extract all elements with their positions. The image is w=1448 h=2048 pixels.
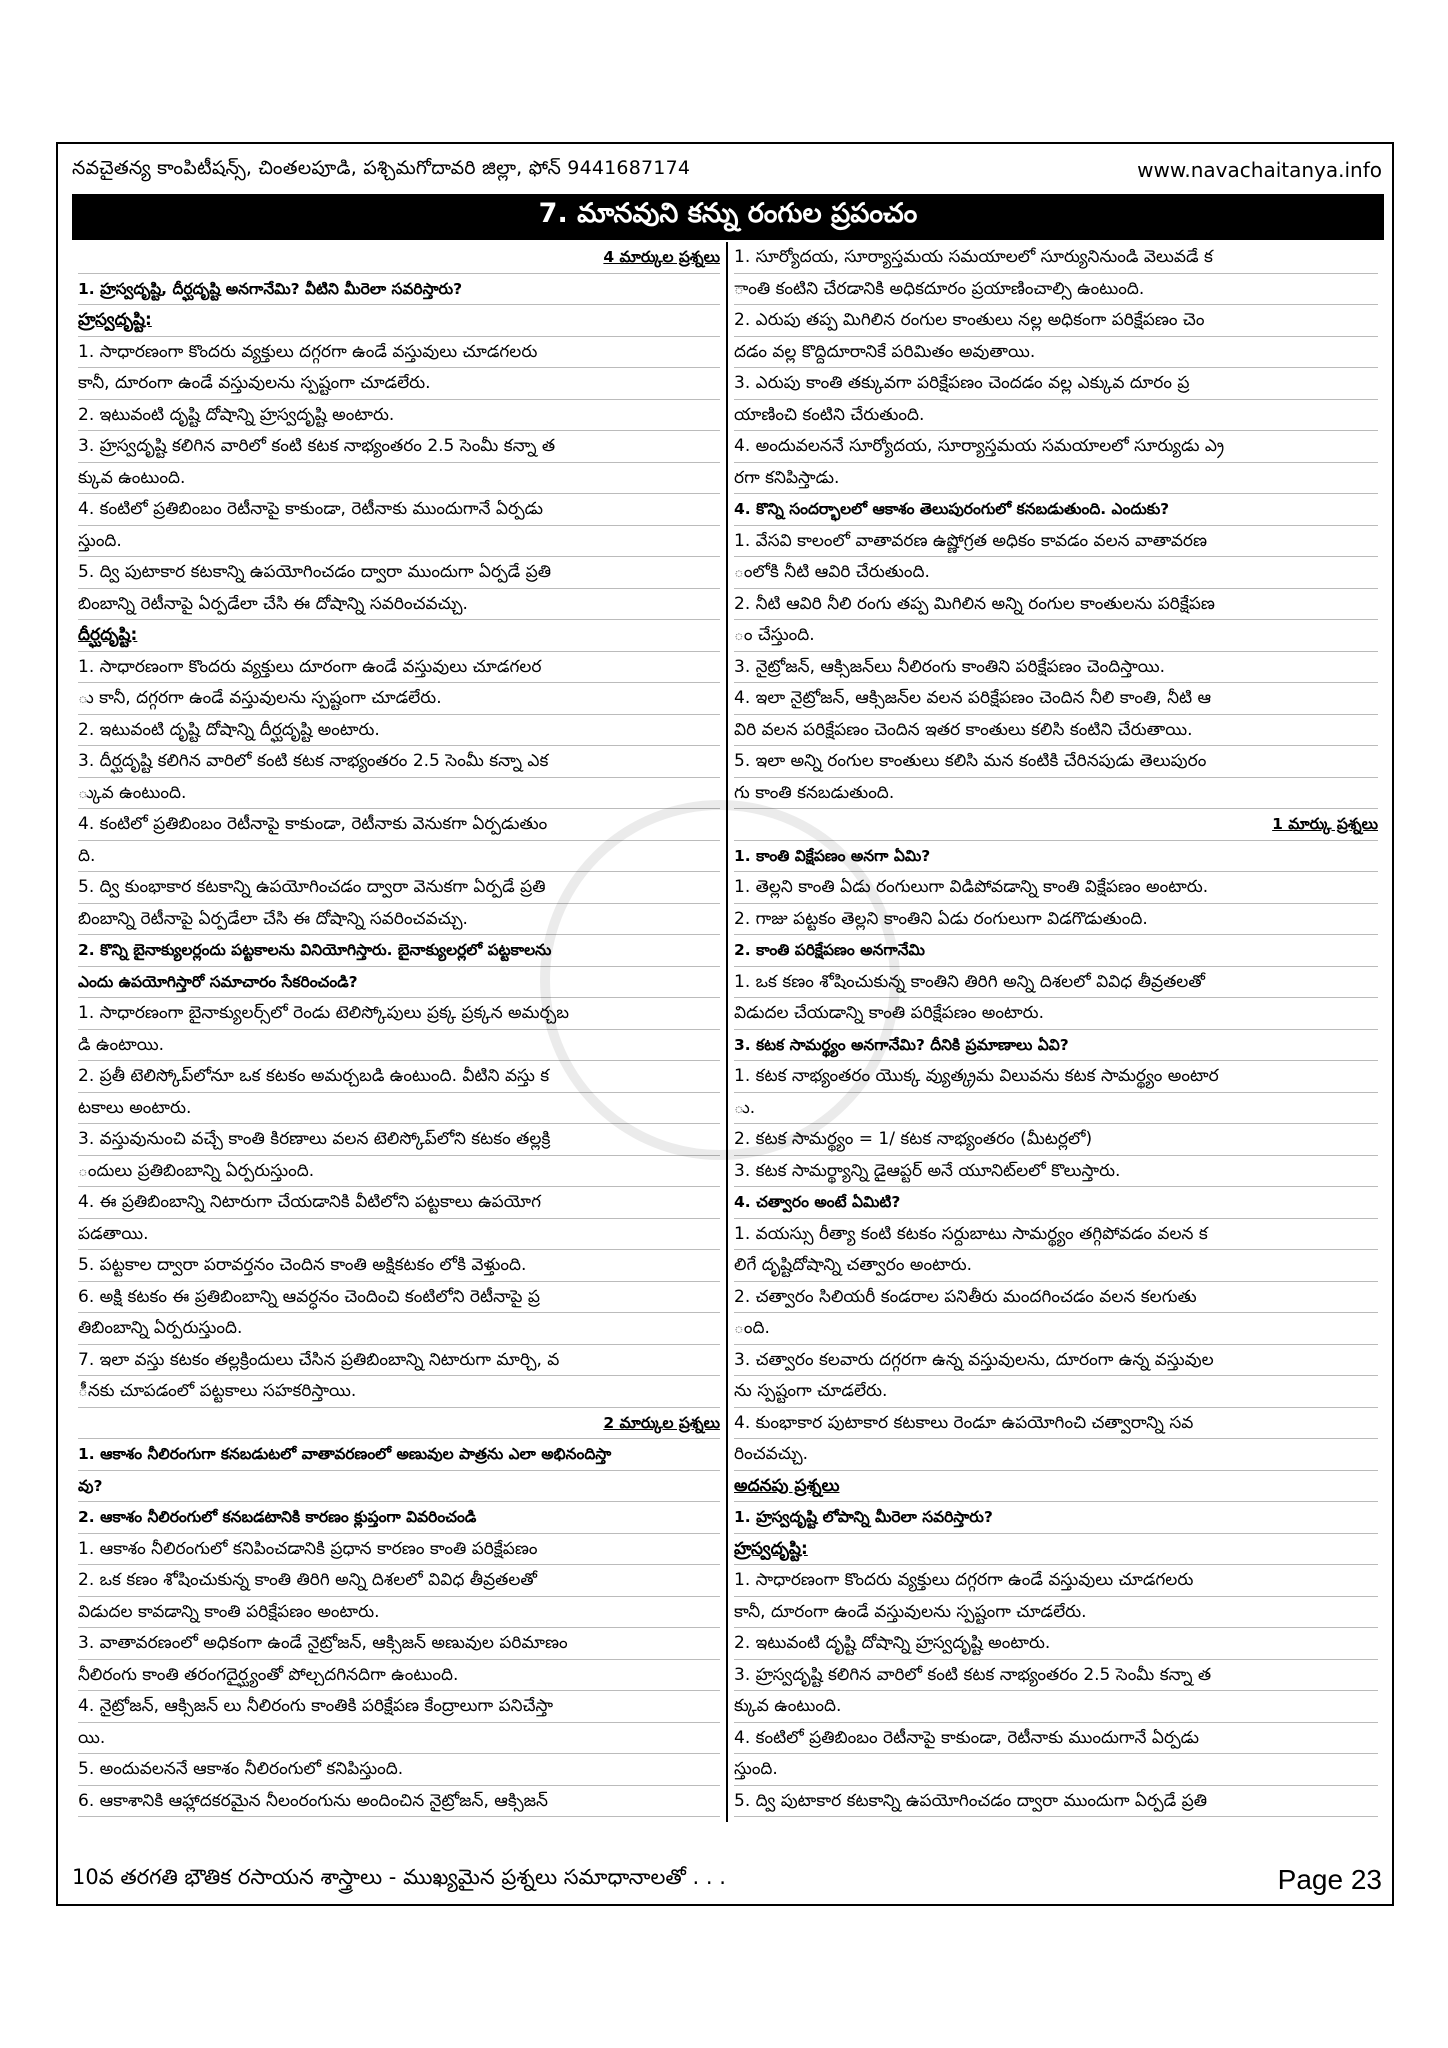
answer-line: డి ఉంటాయి. xyxy=(78,1030,720,1062)
answer-line: 4. కంటిలో ప్రతిబింబం రెటీనాపై కాకుండా, రెటీనాకు వెనుకగా ఏర్పడుతుం xyxy=(78,809,720,841)
answer-line: 1. వేసవి కాలంలో వాతావరణ ఉష్ణోగ్రత అధికం కావడం వలన వాతావరణ xyxy=(734,526,1378,558)
answer-line: 5. పట్టకాల ద్వారా పరావర్తనం చెందిన కాంతి అక్షికటకం లోకి వెళ్తుంది. xyxy=(78,1250,720,1282)
answer-line: విరి వలన పరిక్షేపణం చెందిన ఇతర కాంతులు కలిసి కంటిని చేరుతాయి. xyxy=(734,715,1378,747)
answer-line: 2. ఇటువంటి దృష్టి దోషాన్ని హ్రస్వదృష్టి అంటారు. xyxy=(78,400,720,432)
answer-line: ు కానీ, దగ్గరగా ఉండే వస్తువులను స్పష్టంగా చూడలేరు. xyxy=(78,683,720,715)
answer-line: 3. వస్తువునుంచి వచ్చే కాంతి కిరణాలు వలన టెలిస్కోప్‌లోని కటకం తల్లక్రి xyxy=(78,1124,720,1156)
answer-line: 2. ప్రతీ టెలిస్కోప్‌లోనూ ఒక కటకం అమర్చబడి ఉంటుంది. వీటిని వస్తు క xyxy=(78,1061,720,1093)
question-text: 4. చత్వారం అంటే ఏమిటి? xyxy=(734,1187,1378,1219)
answer-line: పడతాయి. xyxy=(78,1219,720,1251)
question-text: 1. కాంతి విక్షేపణం అనగా ఏమి? xyxy=(734,841,1378,873)
answer-line: 3. దీర్ఘదృష్టి కలిగిన వారిలో కంటి కటక నాభ్యంతరం 2.5 సెంమీ కన్నా ఎక xyxy=(78,746,720,778)
subheading: హ్రస్వదృష్టి: xyxy=(78,305,720,337)
answer-line xyxy=(734,1817,1378,1822)
answer-line: టకాలు అంటారు. xyxy=(78,1093,720,1125)
answer-line: 1. ఒక కణం శోషించుకున్న కాంతిని తిరిగి అన్ని దిశలలో వివిధ తీవ్రతలతో xyxy=(734,967,1378,999)
answer-line: దడం వల్ల కొద్దిదూరానికే పరిమితం అవుతాయి. xyxy=(734,337,1378,369)
answer-line: క్కువ ఉంటుంది. xyxy=(78,463,720,495)
answer-line: 4. అందువలననే సూర్యోదయ, సూర్యాస్తమయ సమయాలలో సూర్యుడు ఎ్ర xyxy=(734,431,1378,463)
answer-line: 1. కటక నాభ్యంతరం యొక్క వ్యుత్క్రమ విలువను కటక సామర్థ్యం అంటార xyxy=(734,1061,1378,1093)
answer-line: 6. అక్షి కటకం ఈ ప్రతిబింబాన్ని ఆవర్ధనం చెందించి కంటిలోని రెటీనాపై ప్ర xyxy=(78,1282,720,1314)
answer-line: స్తుంది. xyxy=(734,1754,1378,1786)
page-number: Page 23 xyxy=(1277,1864,1382,1895)
answer-line: లిగే దృష్టిదోషాన్ని చత్వారం అంటారు. xyxy=(734,1250,1378,1282)
answer-line: ది. xyxy=(78,841,720,873)
question-text: 2. కొన్ని బైనాక్యులర్లందు పట్టకాలను వినియోగిస్తారు. బైనాక్యులర్లలో పట్టకాలను xyxy=(78,935,720,967)
header-website[interactable]: www.navachaitanya.info xyxy=(1137,158,1382,182)
answer-line: 3. హ్రస్వదృష్టి కలిగిన వారిలో కంటి కటక నాభ్యంతరం 2.5 సెంమీ కన్నా త xyxy=(78,431,720,463)
chapter-title: 7. మానవుని కన్ను రంగుల ప్రపంచం xyxy=(72,194,1384,240)
answer-line: 4. ఇలా నైట్రోజన్, ఆక్సిజన్‌ల వలన పరిక్షేపణం చెందిన నీలి కాంతి, నీటి ఆ xyxy=(734,683,1378,715)
section-heading: 2 మార్కుల ప్రశ్నలు xyxy=(78,1408,720,1440)
answer-line: ను స్పష్టంగా చూడలేరు. xyxy=(734,1376,1378,1408)
answer-line: 1. ఆకాశం నీలిరంగులో కనిపించడానికి ప్రధాన కారణం కాంతి పరిక్షేపణం xyxy=(78,1534,720,1566)
answer-line: 4. నైట్రోజన్, ఆక్సిజన్ లు నీలిరంగు కాంతికి పరిక్షేపణ కేంద్రాలుగా పనిచేస్తా xyxy=(78,1691,720,1723)
answer-line: యి. xyxy=(78,1723,720,1755)
answer-line: యాణించి కంటిని చేరుతుంది. xyxy=(734,400,1378,432)
answer-line: ాంతి కంటిని చేరడానికి అధికదూరం ప్రయాణించాల్సి ఉంటుంది. xyxy=(734,274,1378,306)
answer-line: 7. ఇలా వస్తు కటకం తల్లక్రిందులు చేసిన ప్రతిబింబాన్ని నిటారుగా మార్చి, వ xyxy=(78,1345,720,1377)
question-text: వు? xyxy=(78,1471,720,1503)
answer-line: 1. సూర్యోదయ, సూర్యాస్తమయ సమయాలలో సూర్యునినుండి వెలువడే క xyxy=(734,242,1378,274)
footer-book-title: 10వ తరగతి భౌతిక రసాయన శాస్త్రాలు - ముఖ్యమైన ప్రశ్నలు సమాధానాలతో . . . xyxy=(72,1865,726,1889)
answer-line: 2. నీటి ఆవిరి నీలి రంగు తప్ప మిగిలిన అన్ని రంగుల కాంతులను పరిక్షేపణ xyxy=(734,589,1378,621)
answer-line: 5. ఇలా అన్ని రంగుల కాంతులు కలిసి మన కంటికి చేరినపుడు తెలుపురం xyxy=(734,746,1378,778)
answer-line: 2. ఇటువంటి దృష్టి దోషాన్ని హ్రస్వదృష్టి అంటారు. xyxy=(734,1628,1378,1660)
section-heading: 4 మార్కుల ప్రశ్నలు xyxy=(78,242,720,274)
question-text: 3. కటక సామర్థ్యం అనగానేమి? దీనికి ప్రమాణాలు ఏవి? xyxy=(734,1030,1378,1062)
answer-line: విడుదల కావడాన్ని కాంతి పరిక్షేపణం అంటారు. xyxy=(78,1597,720,1629)
answer-line: 3. ఎరుపు కాంతి తక్కువగా పరిక్షేపణం చెందడం వల్ల ఎక్కువ దూరం ప్ర xyxy=(734,368,1378,400)
answer-line: కానీ, దూరంగా ఉండే వస్తువులను స్పష్టంగా చూడలేరు. xyxy=(734,1597,1378,1629)
answer-line: స్తుంది. xyxy=(78,526,720,558)
section-heading: 1 మార్కు ప్రశ్నలు xyxy=(734,809,1378,841)
answer-line: రించవచ్చు. xyxy=(734,1439,1378,1471)
question-text: 4. కొన్ని సందర్భాలలో ఆకాశం తెలుపురంగులో కనబడుతుంది. ఎందుకు? xyxy=(734,494,1378,526)
question-text: 1. హ్రస్వదృష్టి లోపాన్ని మీరెలా సవరిస్తారు? xyxy=(734,1502,1378,1534)
question-text: 2. ఆకాశం నీలిరంగులో కనబడటానికి కారణం క్లుప్తంగా వివరించండి xyxy=(78,1502,720,1534)
answer-line: 6. ఆకాశానికి ఆహ్లాదకరమైన నీలంరంగును అందించిన నైట్రోజన్, ఆక్సిజన్ xyxy=(78,1786,720,1818)
header-contact: నవచైతన్య కాంపిటీషన్స్, చింతలపూడి, పశ్చిమగోదావరి జిల్లా, ఫోన్ 9441687174 xyxy=(72,156,691,179)
subheading: అదనపు ప్రశ్నలు xyxy=(734,1471,1378,1503)
answer-line: ంలోకి నీటి ఆవిరి చేరుతుంది. xyxy=(734,557,1378,589)
answer-line: 4. కంటిలో ప్రతిబింబం రెటీనాపై కాకుండా, రెటీనాకు ముందుగానే ఏర్పడు xyxy=(78,494,720,526)
answer-line: ు. xyxy=(734,1093,1378,1125)
answer-line: 3. వాతావరణంలో అధికంగా ఉండే నైట్రోజన్, ఆక్సిజన్ అణువుల పరిమాణం xyxy=(78,1628,720,1660)
answer-line: 4. ఈ ప్రతిబింబాన్ని నిటారుగా చేయడానికి వీటిలోని పట్టకాలు ఉపయోగ xyxy=(78,1187,720,1219)
question-text: 1. హ్రస్వదృష్టి, దీర్ఘదృష్టి అనగానేమి? వీటిని మీరెలా సవరిస్తారు? xyxy=(78,274,720,306)
answer-line: 4. కుంభాకార పుటాకార కటకాలు రెండూ ఉపయోగించి చత్వారాన్ని సవ xyxy=(734,1408,1378,1440)
answer-line: 2. కటక సామర్థ్యం = 1/ కటక నాభ్యంతరం (మీటర్లలో) xyxy=(734,1124,1378,1156)
answer-line: 1. వయస్సు రీత్యా కంటి కటకం సర్దుబాటు సామర్థ్యం తగ్గిపోవడం వలన క xyxy=(734,1219,1378,1251)
page-footer xyxy=(72,1860,1382,1900)
question-text: ఎందు ఉపయోగిస్తారో సమాచారం సేకరించండి? xyxy=(78,967,720,999)
subheading: హ్రస్వదృష్టి: xyxy=(734,1534,1378,1566)
answer-line: 3. నైట్రోజన్, ఆక్సిజన్‌లు నీలిరంగు కాంతిని పరిక్షేపణం చెందిస్తాయి. xyxy=(734,652,1378,684)
answer-line: 2. ఇటువంటి దృష్టి దోషాన్ని దీర్ఘదృష్టి అంటారు. xyxy=(78,715,720,747)
answer-line: రగా కనిపిస్తాడు. xyxy=(734,463,1378,495)
answer-line: కానీ, దూరంగా ఉండే వస్తువులను స్పష్టంగా చూడలేరు. xyxy=(78,368,720,400)
answer-line: 1. సాధారణంగా బైనాక్యులర్స్‌లో రెండు టెలిస్కోపులు ప్రక్క ప్రక్కన అమర్చబ xyxy=(78,998,720,1030)
answer-line: ం చేస్తుంది. xyxy=(734,620,1378,652)
answer-line: క్కువ ఉంటుంది. xyxy=(734,1691,1378,1723)
answer-line: 3. కటక సామర్థ్యాన్ని డైఆప్టర్ అనే యూనిట్‌లలో కొలుస్తారు. xyxy=(734,1156,1378,1188)
answer-line: బింబాన్ని రెటీనాపై ఏర్పడేలా చేసి ఈ దోషాన్ని సవరించవచ్చు. xyxy=(78,904,720,936)
answer-line: 2. గాజు పట్టకం తెల్లని కాంతిని ఏడు రంగులుగా విడగొడుతుంది. xyxy=(734,904,1378,936)
answer-line: 5. అందువలననే ఆకాశం నీలిరంగులో కనిపిస్తుంది. xyxy=(78,1754,720,1786)
answer-line: 5. ద్వి పుటాకార కటకాన్ని ఉపయోగించడం ద్వారా ముందుగా ఏర్పడే ప్రతి xyxy=(734,1786,1378,1818)
answer-line: ్కువ ఉంటుంది. xyxy=(78,778,720,810)
answer-line: 2. చత్వారం సిలియరీ కండరాల పనితీరు మందగించడం వలన కలగుతు xyxy=(734,1282,1378,1314)
answer-line: 1. సాధారణంగా కొందరు వ్యక్తులు దగ్గరగా ఉండే వస్తువులు చూడగలరు xyxy=(734,1565,1378,1597)
question-text: 2. కాంతి పరిక్షేపణం అనగానేమి xyxy=(734,935,1378,967)
answer-line: 5. ద్వి కుంభాకార కటకాన్ని ఉపయోగించడం ద్వారా వెనుకగా ఏర్పడే ప్రతి xyxy=(78,872,720,904)
answer-line: 2. ఒక కణం శోషించుకున్న కాంతి తిరిగి అన్ని దిశలలో వివిధ తీవ్రతలతో xyxy=(78,1565,720,1597)
answer-line: 2. ఎరుపు తప్ప మిగిలిన రంగుల కాంతులు నల్ల అధికంగా పరిక్షేపణం చెం xyxy=(734,305,1378,337)
answer-line: ంది. xyxy=(734,1313,1378,1345)
answer-line: 1. తెల్లని కాంతి ఏడు రంగులుగా విడిపోవడాన్ని కాంతి విక్షేపణం అంటారు. xyxy=(734,872,1378,904)
answer-line: 1. సాధారణంగా కొందరు వ్యక్తులు దగ్గరగా ఉండే వస్తువులు చూడగలరు xyxy=(78,337,720,369)
question-text: 1. ఆకాశం నీలిరంగుగా కనబడుటలో వాతావరణంలో అణువుల పాత్రను ఎలా అభినందిస్తా xyxy=(78,1439,720,1471)
answer-line: తిబింబాన్ని ఏర్పరుస్తుంది. xyxy=(78,1313,720,1345)
answer-line: నీలిరంగు కాంతి తరంగదైర్ఘ్యంతో పోల్చదగినదిగా ఉంటుంది. xyxy=(78,1660,720,1692)
answer-line: బింబాన్ని రెటీనాపై ఏర్పడేలా చేసి ఈ దోషాన్ని సవరించవచ్చు. xyxy=(78,589,720,621)
answer-line: 3. చత్వారం కలవారు దగ్గరగా ఉన్న వస్తువులను, దూరంగా ఉన్న వస్తువుల xyxy=(734,1345,1378,1377)
answer-line: 3. హ్రస్వదృష్టి కలిగిన వారిలో కంటి కటక నాభ్యంతరం 2.5 సెంమీ కన్నా త xyxy=(734,1660,1378,1692)
answer-line: 4. కంటిలో ప్రతిబింబం రెటీనాపై కాకుండా, రెటీనాకు ముందుగానే ఏర్పడు xyxy=(734,1723,1378,1755)
answer-line: ీనకు చూపడంలో పట్టకాలు సహకరిస్తాయి. xyxy=(78,1376,720,1408)
subheading: దీర్ఘదృష్టి: xyxy=(78,620,720,652)
answer-line: 5. ద్వి పుటాకార కటకాన్ని ఉపయోగించడం ద్వారా ముందుగా ఏర్పడే ప్రతి xyxy=(78,557,720,589)
page-header xyxy=(72,150,1382,190)
answer-line xyxy=(78,1817,720,1822)
answer-line: ందులు ప్రతిబింబాన్ని ఏర్పరుస్తుంది. xyxy=(78,1156,720,1188)
answer-line: విడుదల చేయడాన్ని కాంతి పరిక్షేపణం అంటారు. xyxy=(734,998,1378,1030)
answer-line: 1. సాధారణంగా కొందరు వ్యక్తులు దూరంగా ఉండే వస్తువులు చూడగలర xyxy=(78,652,720,684)
watermark-seal xyxy=(540,800,900,1160)
answer-line: గు కాంతి కనబడుతుంది. xyxy=(734,778,1378,810)
